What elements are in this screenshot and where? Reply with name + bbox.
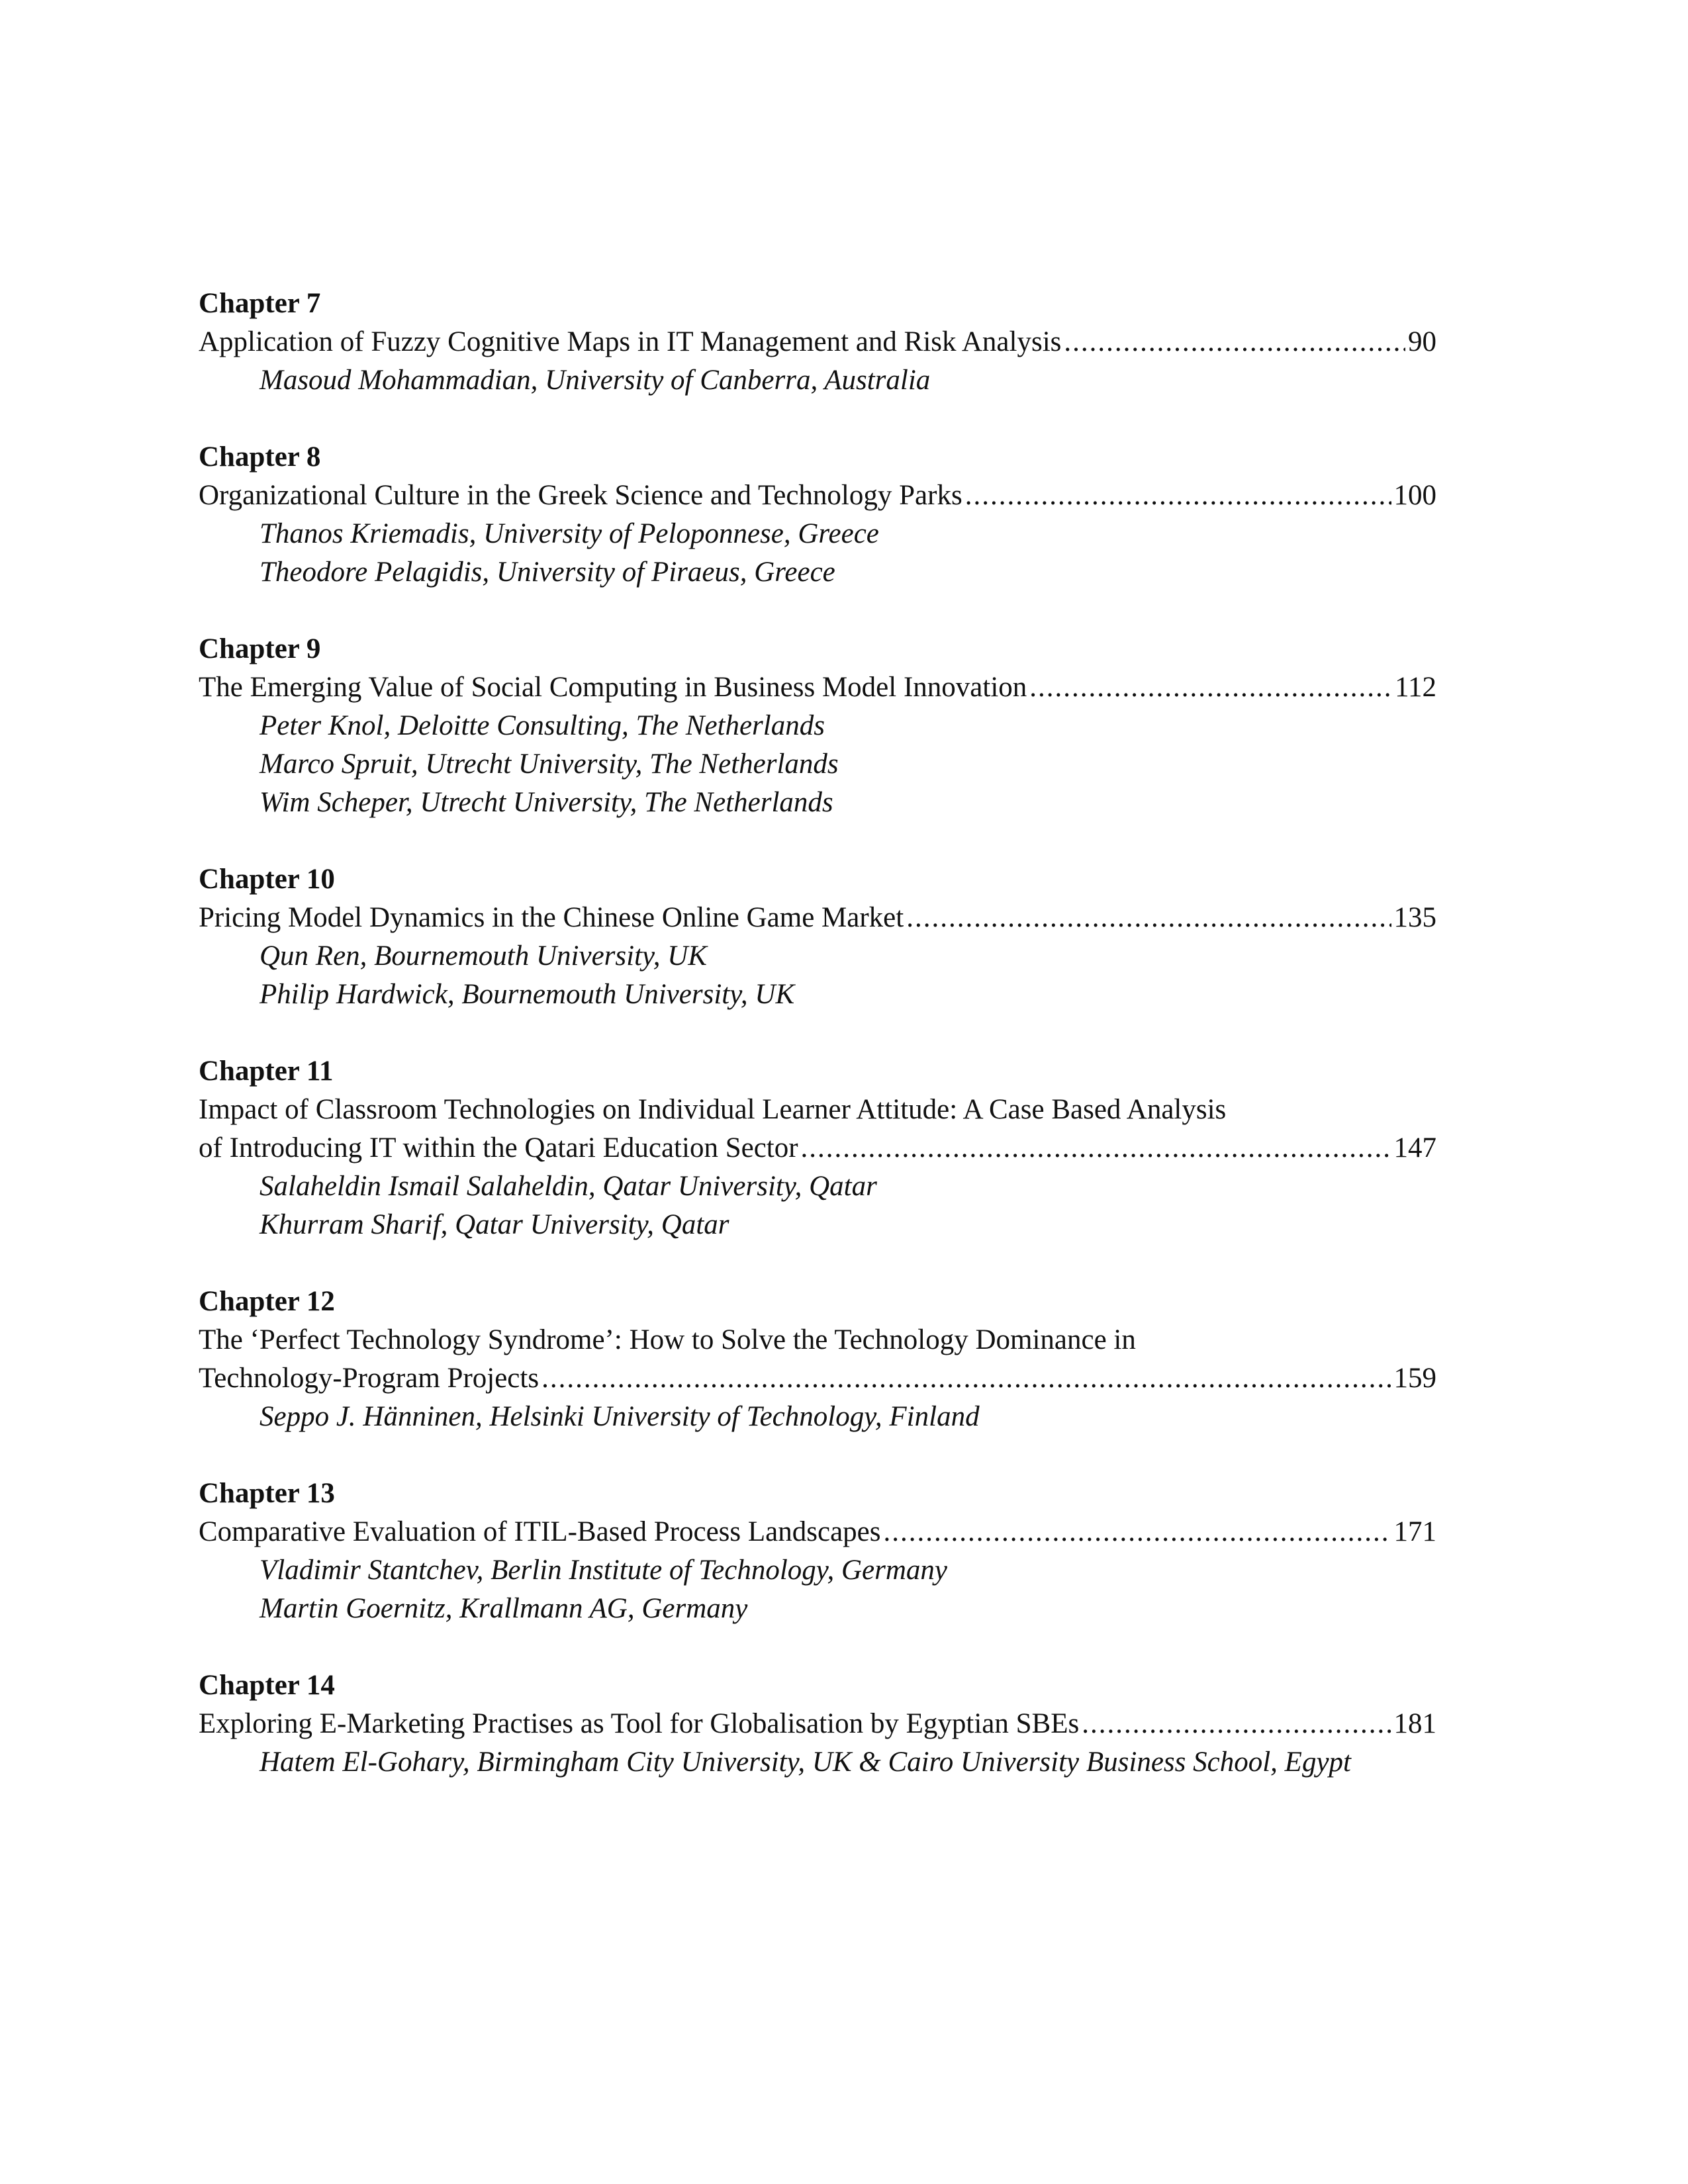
chapter-label: Chapter 13 bbox=[199, 1478, 335, 1509]
chapter-title-line: Technology-Program Projects bbox=[199, 1363, 539, 1394]
chapter-label: Chapter 12 bbox=[199, 1286, 335, 1317]
page-number: 171 bbox=[1393, 1516, 1436, 1547]
chapter-title-line: Exploring E-Marketing Practises as Tool for Globalisation by Egyptian SBEs bbox=[199, 1708, 1080, 1739]
chapter-author: Qun Ren, Bournemouth University, UK bbox=[259, 940, 707, 972]
chapter-author: Hatem El-Gohary, Birmingham City University, UK & Cairo University Business School, Egypt bbox=[259, 1747, 1351, 1778]
chapter-author: Wim Scheper, Utrecht University, The Netherlands bbox=[259, 787, 833, 818]
chapter-title-line: Organizational Culture in the Greek Science and Technology Parks bbox=[199, 480, 962, 511]
chapter-author: Salaheldin Ismail Salaheldin, Qatar University, Qatar bbox=[259, 1171, 877, 1202]
chapter-author: Thanos Kriemadis, University of Peloponnese, Greece bbox=[259, 518, 879, 549]
dot-leader bbox=[541, 1359, 1391, 1398]
chapter-label: Chapter 7 bbox=[199, 288, 321, 319]
chapter-entry bbox=[199, 1666, 1436, 1782]
chapter-title-line: The ‘Perfect Technology Syndrome’: How to Solve the Technology Dominance in bbox=[199, 1324, 1136, 1355]
chapter-entry bbox=[199, 1283, 1436, 1436]
chapter-author: Theodore Pelagidis, University of Piraeus, Greece bbox=[259, 557, 835, 588]
chapter-author: Martin Goernitz, Krallmann AG, Germany bbox=[259, 1593, 748, 1624]
dot-leader bbox=[801, 1129, 1391, 1167]
chapter-author: Peter Knol, Deloitte Consulting, The Netherlands bbox=[259, 710, 825, 741]
chapter-entry bbox=[199, 1052, 1436, 1244]
dot-leader bbox=[965, 477, 1391, 515]
chapter-title-line: of Introducing IT within the Qatari Education Sector bbox=[199, 1132, 798, 1163]
page-number: 112 bbox=[1395, 672, 1436, 703]
table-of-contents bbox=[199, 285, 1436, 1820]
chapter-author: Philip Hardwick, Bournemouth University, UK bbox=[259, 979, 795, 1010]
chapter-author: Vladimir Stantchev, Berlin Institute of Technology, Germany bbox=[259, 1555, 948, 1586]
chapter-label: Chapter 14 bbox=[199, 1670, 335, 1701]
page-number: 100 bbox=[1393, 480, 1436, 511]
chapter-label: Chapter 10 bbox=[199, 864, 335, 895]
chapter-author: Masoud Mohammadian, University of Canberra, Australia bbox=[259, 365, 931, 396]
chapter-title-row bbox=[199, 323, 1436, 361]
chapter-title-row bbox=[199, 1129, 1436, 1167]
dot-leader bbox=[1064, 323, 1405, 361]
chapter-entry bbox=[199, 1475, 1436, 1628]
chapter-title-row bbox=[199, 668, 1436, 707]
chapter-title-line: Comparative Evaluation of ITIL-Based Process Landscapes bbox=[199, 1516, 881, 1547]
chapter-label: Chapter 8 bbox=[199, 441, 321, 473]
page-number: 159 bbox=[1393, 1363, 1436, 1394]
chapter-author: Marco Spruit, Utrecht University, The Netherlands bbox=[259, 749, 839, 780]
chapter-title-line: Impact of Classroom Technologies on Individual Learner Attitude: A Case Based Analysis bbox=[199, 1094, 1227, 1125]
chapter-title-line: Application of Fuzzy Cognitive Maps in IT Management and Risk Analysis bbox=[199, 326, 1062, 357]
chapter-label: Chapter 9 bbox=[199, 633, 321, 664]
page-number: 147 bbox=[1393, 1132, 1436, 1163]
page-number: 90 bbox=[1408, 326, 1436, 357]
chapter-entry bbox=[199, 285, 1436, 400]
chapter-label: Chapter 11 bbox=[199, 1056, 334, 1087]
page-number: 181 bbox=[1393, 1708, 1436, 1739]
chapter-title-row bbox=[199, 1359, 1436, 1398]
chapter-title-line: The Emerging Value of Social Computing in Business Model Innovation bbox=[199, 672, 1027, 703]
dot-leader bbox=[1029, 668, 1392, 707]
chapter-author: Seppo J. Hänninen, Helsinki University of Technology, Finland bbox=[259, 1401, 980, 1432]
dot-leader bbox=[906, 899, 1391, 937]
dot-leader bbox=[883, 1513, 1391, 1551]
dot-leader bbox=[1082, 1705, 1391, 1743]
chapter-title-row bbox=[199, 477, 1436, 515]
chapter-title-row bbox=[199, 1705, 1436, 1743]
chapter-entry bbox=[199, 860, 1436, 1014]
chapter-title-line: Pricing Model Dynamics in the Chinese Online Game Market bbox=[199, 902, 904, 933]
page-number: 135 bbox=[1393, 902, 1436, 933]
chapter-title-row bbox=[199, 1513, 1436, 1551]
chapter-entry bbox=[199, 630, 1436, 822]
chapter-author: Khurram Sharif, Qatar University, Qatar bbox=[259, 1209, 729, 1240]
chapter-entry bbox=[199, 438, 1436, 592]
chapter-title-row bbox=[199, 899, 1436, 937]
